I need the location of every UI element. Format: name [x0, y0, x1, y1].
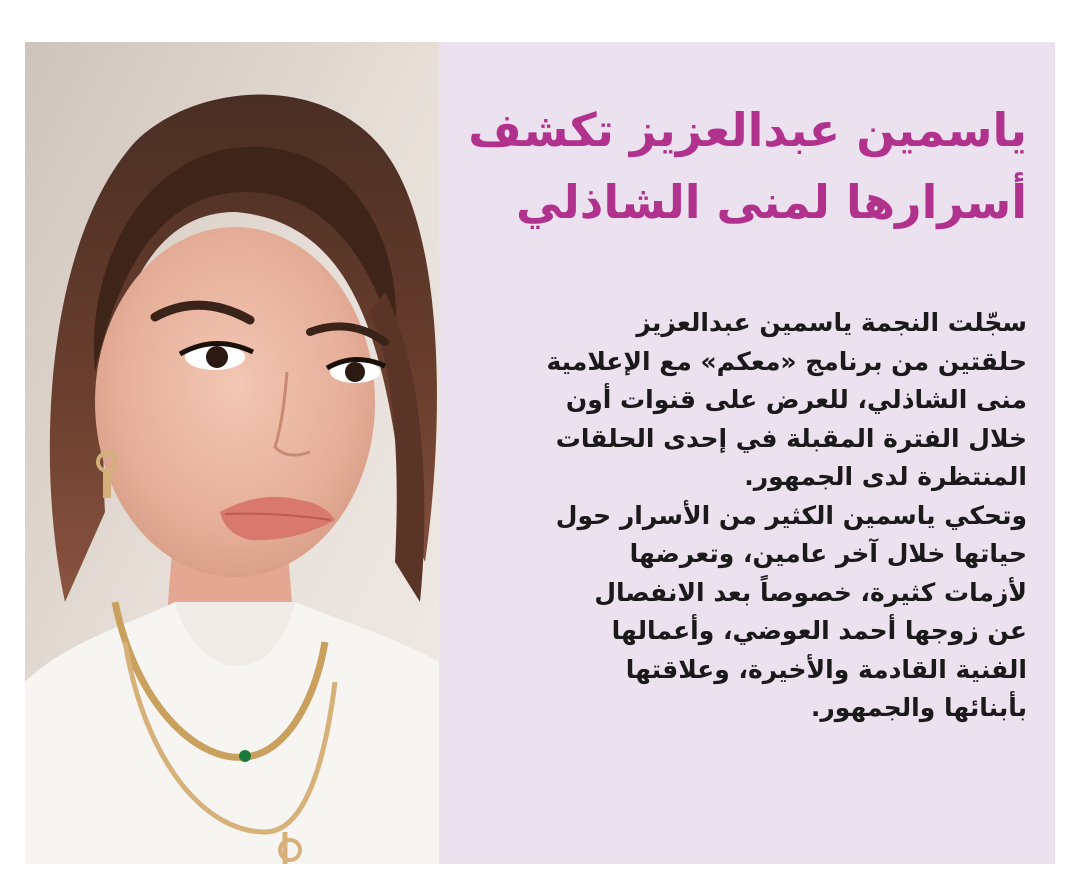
portrait-photo [25, 42, 439, 864]
body-line: لأزمات كثيرة، خصوصاً بعد الانفصال [594, 577, 1027, 607]
text-panel [439, 42, 1055, 864]
headline-line: ياسمين عبدالعزيز تكشف [468, 103, 1027, 157]
body-line: عن زوجها أحمد العوضي، وأعمالها [611, 616, 1027, 645]
portrait-illustration [25, 42, 439, 864]
article [25, 42, 1055, 864]
article-body [479, 304, 1027, 728]
body-line: وتحكي ياسمين الكثير من الأسرار حول [555, 500, 1027, 530]
body-line: سجّلت النجمة ياسمين عبدالعزيز [636, 308, 1027, 337]
body-line: الفنية القادمة والأخيرة، وعلاقتها [625, 654, 1027, 684]
body-line: حلقتين من برنامج «معكم» مع الإعلامية [546, 346, 1027, 376]
body-line: خلال الفترة المقبلة في إحدى الحلقات [555, 423, 1027, 453]
body-line: حياتها خلال آخر عامين، وتعرضها [629, 539, 1027, 568]
headline [468, 94, 1027, 238]
body-line: بأبنائها والجمهور. [810, 693, 1027, 722]
body-line: منى الشاذلي، للعرض على قنوات أون [565, 385, 1027, 414]
headline-line: أسرارها لمنى الشاذلي [515, 175, 1027, 229]
body-line: المنتظرة لدى الجمهور. [744, 462, 1027, 491]
